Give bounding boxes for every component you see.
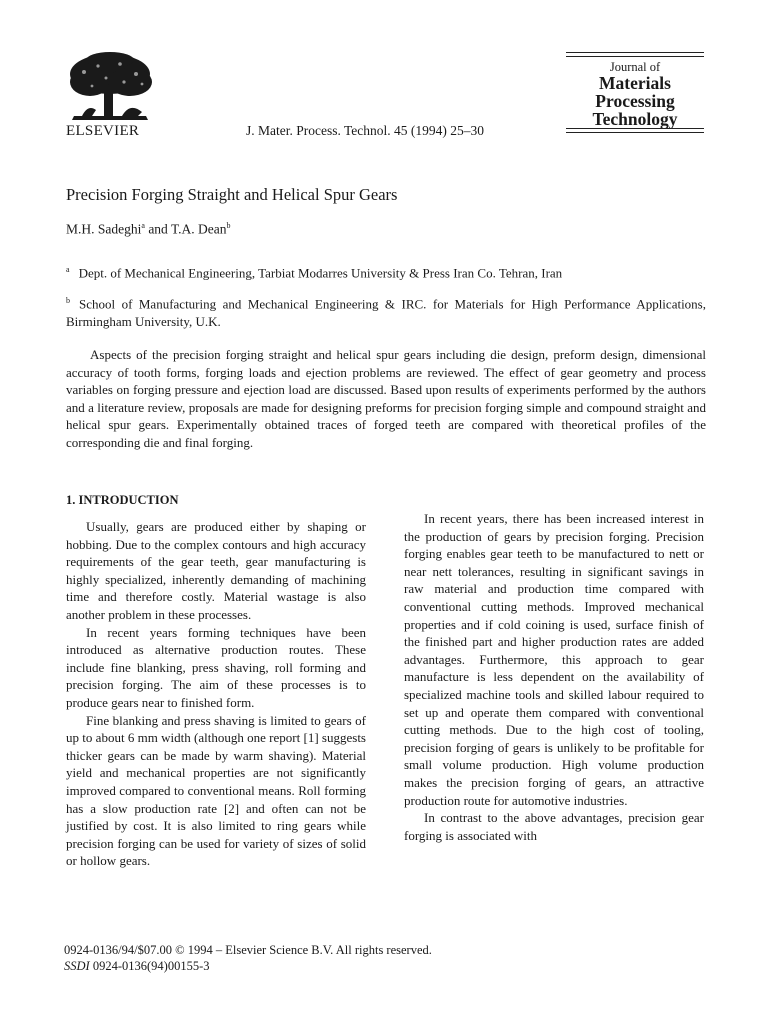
ssdi-number: 0924-0136(94)00155-3: [89, 959, 210, 973]
top-rule-inner: [566, 56, 704, 57]
author-dean: T.A. Dean: [170, 221, 227, 237]
journal-citation: J. Mater. Process. Technol. 45 (1994) 25–30: [246, 123, 485, 138]
copyright-line: 0924-0136/94/$07.00 © 1994 – Elsevier Science B.V. All rights reserved.: [64, 943, 432, 957]
paragraph: Fine blanking and press shaving is limited to gears of up to about 6 mm width (although one report [1] suggests thicker gears can be made by warm shaving). Material yield and mechanical properties are not significantly improved compared to conventional means. Roll forming has a slow production rate [2] and often can not be justified by cost. It is also limited to ring gears while precision forging can be used for variety of sizes of solid or hollow gears.: [66, 712, 366, 869]
affiliation-a-text: Dept. of Mechanical Engineering, Tarbiat Modarres University & Press Iran Co. Tehran, Iran: [78, 265, 563, 281]
footer: [64, 942, 432, 974]
journal-of-label: Journal of: [609, 60, 661, 74]
ssdi-line: [64, 958, 432, 974]
journal-name-materials: Materials: [599, 73, 671, 93]
paragraph: Usually, gears are produced either by shaping or hobbing. Due to the complex contours and high accuracy requirements of the gear teeth, gear manufacturing is highly specialized, inherently demanding of machining time and therefore costly. Material wastage is also another problem in these processes.: [66, 519, 366, 622]
author-dean-affil-mark: b: [226, 221, 231, 230]
author-conjunction: and: [144, 221, 171, 237]
left-column: [66, 518, 366, 870]
section-heading-introduction: 1. INTRODUCTION: [66, 493, 179, 507]
author-line: [66, 221, 231, 238]
affiliation-b-mark: b: [66, 296, 70, 305]
right-column: [404, 510, 704, 844]
article-title: Precision Forging Straight and Helical Spur Gears: [66, 185, 398, 204]
affiliation-b: [66, 292, 706, 331]
publisher-name: ELSEVIER: [66, 123, 140, 139]
ssdi-label: SSDI: [64, 959, 90, 973]
bottom-rule: [566, 132, 704, 133]
journal-name-processing: Processing: [595, 91, 675, 111]
abstract: Aspects of the precision forging straight and helical spur gears including die design, preform design, dimensional accuracy of tooth forms, forging loads and ejection problems are reviewed. The effect of gear geometry and process variables on forging pressure and ejection load are discussed. Based upon results of experiments performed by the authors and a literature review, proposals are made for designing preforms for precision forging simple and compound straight and helical spur gears. Experimentally obtained traces of forged teeth are compared with theoretical profiles of the corresponding die and final forging.: [66, 347, 706, 450]
journal-title-box: [566, 52, 704, 136]
top-rule: [566, 52, 704, 53]
affiliation-a-mark: a: [66, 265, 70, 274]
paragraph: In contrast to the above advantages, precision gear forging is associated with: [404, 810, 704, 843]
bottom-rule-inner: [566, 128, 704, 129]
journal-name-technology: Technology: [592, 109, 678, 129]
author-sadeghi-affil-mark: a: [141, 221, 145, 230]
affiliation-a: [66, 261, 706, 282]
paragraph: In recent years, there has been increased interest in the production of gears by precision forging. Precision forging enables gear teeth to be manufactured to nett or near nett tolerances, resulting in significant savings in raw material and production time compared with conventional cutting methods. Improved mechanical properties and if cold coining is used, surface finish of the finished part and higher production rates are added advantages. Furthermore, this approach to gear manufacture is less dependent on the availability of specialized machine tools and skilled labour required to set up and operate them compared with conventional cutting methods. Due to the high cost of tooling, precision forging of gears is unlikely to be profitable for small volume production. High volume production makes the precision forging of gears, an attractive production route for automotive industries.: [404, 511, 704, 808]
author-sadeghi: M.H. Sadeghi: [66, 221, 142, 237]
affiliation-b-text: School of Manufacturing and Mechanical Engineering & IRC. for Materials for High Performance Applications, Birmingham University, U.K.: [66, 296, 706, 330]
elsevier-tree-logo: [62, 52, 158, 124]
paragraph: In recent years forming techniques have been introduced as alternative production routes. These include fine blanking, press shaving, roll forming and precision forging. The aim of these processes is to produce gears near to finished form.: [66, 624, 366, 710]
